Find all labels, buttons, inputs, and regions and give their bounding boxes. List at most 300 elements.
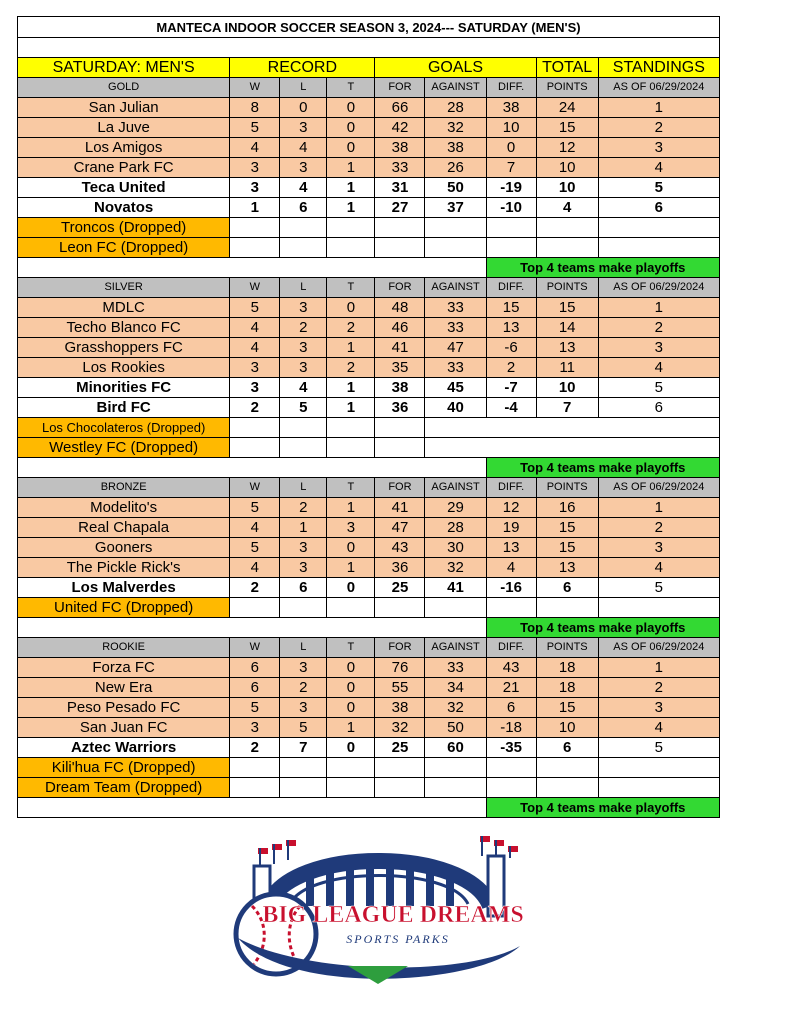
- stat-value: 15: [536, 298, 598, 318]
- stat-value: 6: [280, 198, 327, 218]
- stat-value: 6: [280, 578, 327, 598]
- team-row: [18, 378, 720, 398]
- blank-cell: [18, 38, 720, 58]
- stat-value: 4: [230, 518, 280, 538]
- team-row: [18, 578, 720, 598]
- stat-value: 38: [375, 698, 425, 718]
- stat-value: 1: [327, 158, 375, 178]
- big-league-dreams-logo: [228, 826, 528, 992]
- stat-value: 41: [375, 338, 425, 358]
- team-name: Gooners: [18, 538, 230, 558]
- standing-value: 4: [598, 558, 719, 578]
- empty-cell: [230, 218, 280, 238]
- standing-value: 4: [598, 158, 719, 178]
- dropped-team: United FC (Dropped): [18, 598, 230, 618]
- stat-value: 25: [375, 738, 425, 758]
- empty-cell: [486, 598, 536, 618]
- empty-cell: [425, 218, 486, 238]
- column-header: L: [280, 278, 327, 298]
- stat-value: 4: [230, 338, 280, 358]
- team-row: [18, 98, 720, 118]
- stat-value: 0: [327, 538, 375, 558]
- empty-cell: [598, 778, 719, 798]
- stat-value: 1: [327, 558, 375, 578]
- stat-value: 43: [486, 658, 536, 678]
- team-row: [18, 738, 720, 758]
- stat-value: 5: [230, 538, 280, 558]
- stat-value: 1: [327, 398, 375, 418]
- empty-cell: [375, 758, 425, 778]
- standing-value: 1: [598, 498, 719, 518]
- stat-value: 76: [375, 658, 425, 678]
- dropped-team: Leon FC (Dropped): [18, 238, 230, 258]
- team-row: [18, 558, 720, 578]
- stat-value: 28: [425, 518, 486, 538]
- team-name: Grasshoppers FC: [18, 338, 230, 358]
- stat-value: 4: [230, 138, 280, 158]
- dropped-row: [18, 238, 720, 258]
- team-row: [18, 718, 720, 738]
- stat-value: 30: [425, 538, 486, 558]
- standing-value: 6: [598, 198, 719, 218]
- stat-value: 32: [425, 118, 486, 138]
- total-header: TOTAL: [536, 58, 598, 78]
- column-header: POINTS: [536, 278, 598, 298]
- stat-value: 4: [536, 198, 598, 218]
- stat-value: 25: [375, 578, 425, 598]
- column-header: W: [230, 638, 280, 658]
- standing-value: 1: [598, 298, 719, 318]
- team-name: San Juan FC: [18, 718, 230, 738]
- empty-cell: [327, 238, 375, 258]
- group-header-row: [18, 478, 720, 498]
- empty-cell: [425, 438, 720, 458]
- stat-value: 3: [230, 718, 280, 738]
- playoff-note: Top 4 teams make playoffs: [486, 458, 719, 478]
- empty-cell: [598, 218, 719, 238]
- stat-value: 15: [536, 538, 598, 558]
- dropped-row: [18, 778, 720, 798]
- standing-value: 3: [598, 138, 719, 158]
- stat-value: 2: [486, 358, 536, 378]
- team-name: Bird FC: [18, 398, 230, 418]
- standings-header: STANDINGS: [598, 58, 719, 78]
- team-row: [18, 178, 720, 198]
- stat-value: 10: [536, 158, 598, 178]
- empty-cell: [536, 758, 598, 778]
- stat-value: 18: [536, 658, 598, 678]
- stat-value: 2: [280, 318, 327, 338]
- standing-value: 4: [598, 718, 719, 738]
- standing-value: 2: [598, 678, 719, 698]
- standings-table: [17, 16, 720, 818]
- stat-value: 10: [536, 178, 598, 198]
- team-row: [18, 358, 720, 378]
- column-header: T: [327, 78, 375, 98]
- stat-value: -35: [486, 738, 536, 758]
- group-header-row: [18, 278, 720, 298]
- team-row: [18, 158, 720, 178]
- group-header-row: [18, 638, 720, 658]
- stat-value: 14: [536, 318, 598, 338]
- team-name: Los Amigos: [18, 138, 230, 158]
- empty-cell: [230, 238, 280, 258]
- team-name: La Juve: [18, 118, 230, 138]
- team-row: [18, 298, 720, 318]
- team-name: Aztec Warriors: [18, 738, 230, 758]
- stat-value: 2: [280, 678, 327, 698]
- stat-value: 24: [536, 98, 598, 118]
- empty-cell: [280, 598, 327, 618]
- stat-value: 21: [486, 678, 536, 698]
- standing-value: 5: [598, 578, 719, 598]
- dropped-team: Dream Team (Dropped): [18, 778, 230, 798]
- stat-value: 41: [425, 578, 486, 598]
- empty-cell: [280, 418, 327, 438]
- stat-value: 7: [536, 398, 598, 418]
- stat-value: 6: [536, 578, 598, 598]
- empty-cell: [230, 618, 486, 638]
- stat-value: 32: [425, 698, 486, 718]
- stat-value: 0: [327, 658, 375, 678]
- stat-value: 13: [536, 338, 598, 358]
- stat-value: 4: [280, 378, 327, 398]
- stat-value: 6: [230, 658, 280, 678]
- stat-value: 47: [425, 338, 486, 358]
- stat-value: 16: [536, 498, 598, 518]
- stat-value: 6: [486, 698, 536, 718]
- empty-cell: [327, 758, 375, 778]
- team-row: [18, 678, 720, 698]
- stat-value: 41: [375, 498, 425, 518]
- stat-value: 4: [486, 558, 536, 578]
- column-header: POINTS: [536, 78, 598, 98]
- stat-value: 3: [280, 558, 327, 578]
- stat-value: 31: [375, 178, 425, 198]
- team-name: The Pickle Rick's: [18, 558, 230, 578]
- team-row: [18, 398, 720, 418]
- column-header: W: [230, 78, 280, 98]
- empty-cell: [425, 418, 720, 438]
- stat-value: 2: [280, 498, 327, 518]
- stat-value: 0: [327, 698, 375, 718]
- stat-value: 7: [486, 158, 536, 178]
- empty-cell: [327, 598, 375, 618]
- group-name: SILVER: [18, 278, 230, 298]
- dropped-row: [18, 218, 720, 238]
- stat-value: 50: [425, 178, 486, 198]
- empty-cell: [598, 758, 719, 778]
- stat-value: 36: [375, 558, 425, 578]
- column-header: AS OF 06/29/2024: [598, 478, 719, 498]
- logo-main-text: BIG LEAGUE DREAMS: [262, 902, 524, 928]
- empty-cell: [230, 798, 486, 818]
- stat-value: 38: [375, 378, 425, 398]
- empty-cell: [598, 238, 719, 258]
- stat-value: 33: [425, 358, 486, 378]
- column-header: L: [280, 478, 327, 498]
- column-header: AGAINST: [425, 278, 486, 298]
- stat-value: 55: [375, 678, 425, 698]
- stat-value: 29: [425, 498, 486, 518]
- logo-sub-text: SPORTS PARKS: [346, 932, 450, 946]
- dropped-team: Troncos (Dropped): [18, 218, 230, 238]
- stat-value: 26: [425, 158, 486, 178]
- empty-cell: [230, 458, 486, 478]
- team-name: Teca United: [18, 178, 230, 198]
- column-header: FOR: [375, 638, 425, 658]
- empty-cell: [486, 758, 536, 778]
- stat-value: 5: [280, 398, 327, 418]
- stat-value: 0: [327, 98, 375, 118]
- stat-value: 4: [280, 138, 327, 158]
- empty-cell: [280, 238, 327, 258]
- playoff-note-row: [18, 618, 720, 638]
- stat-value: -10: [486, 198, 536, 218]
- stat-value: 5: [230, 118, 280, 138]
- stat-value: 3: [280, 158, 327, 178]
- standing-value: 6: [598, 398, 719, 418]
- column-header: DIFF.: [486, 478, 536, 498]
- empty-cell: [536, 238, 598, 258]
- group-header-row: [18, 78, 720, 98]
- empty-cell: [375, 598, 425, 618]
- sheet-title: MANTECA INDOOR SOCCER SEASON 3, 2024--- SATURDAY (MEN'S): [18, 17, 720, 38]
- stat-value: 6: [536, 738, 598, 758]
- stat-value: 15: [536, 118, 598, 138]
- stat-value: 10: [536, 378, 598, 398]
- team-name: Los Malverdes: [18, 578, 230, 598]
- empty-cell: [327, 418, 375, 438]
- empty-cell: [375, 418, 425, 438]
- stat-value: 28: [425, 98, 486, 118]
- stat-value: 45: [425, 378, 486, 398]
- team-row: [18, 318, 720, 338]
- column-header: AGAINST: [425, 478, 486, 498]
- team-name: Los Rookies: [18, 358, 230, 378]
- stat-value: -4: [486, 398, 536, 418]
- team-name: MDLC: [18, 298, 230, 318]
- empty-cell: [375, 218, 425, 238]
- division-header: SATURDAY: MEN'S: [18, 58, 230, 78]
- dropped-row: [18, 598, 720, 618]
- column-header: AS OF 06/29/2024: [598, 638, 719, 658]
- dropped-row: [18, 418, 720, 438]
- empty-cell: [536, 778, 598, 798]
- stat-value: 3: [327, 518, 375, 538]
- column-header: W: [230, 278, 280, 298]
- team-row: [18, 198, 720, 218]
- stat-value: 2: [230, 578, 280, 598]
- empty-cell: [425, 238, 486, 258]
- standing-value: 2: [598, 118, 719, 138]
- empty-cell: [230, 418, 280, 438]
- empty-cell: [280, 758, 327, 778]
- stat-value: 3: [280, 338, 327, 358]
- stat-value: 12: [486, 498, 536, 518]
- stat-value: 12: [536, 138, 598, 158]
- column-header: AGAINST: [425, 78, 486, 98]
- stat-value: 5: [280, 718, 327, 738]
- team-row: [18, 118, 720, 138]
- stat-value: 42: [375, 118, 425, 138]
- empty-cell: [18, 258, 230, 278]
- stat-value: 47: [375, 518, 425, 538]
- stat-value: 32: [375, 718, 425, 738]
- stat-value: 19: [486, 518, 536, 538]
- team-row: [18, 538, 720, 558]
- team-row: [18, 498, 720, 518]
- standing-value: 3: [598, 338, 719, 358]
- stat-value: 3: [280, 118, 327, 138]
- team-row: [18, 518, 720, 538]
- stat-value: 2: [327, 318, 375, 338]
- team-name: Modelito's: [18, 498, 230, 518]
- standing-value: 2: [598, 518, 719, 538]
- stat-value: 35: [375, 358, 425, 378]
- stat-value: 36: [375, 398, 425, 418]
- column-header: AS OF 06/29/2024: [598, 278, 719, 298]
- column-header: L: [280, 78, 327, 98]
- empty-cell: [375, 238, 425, 258]
- column-header: DIFF.: [486, 78, 536, 98]
- stat-value: 32: [425, 558, 486, 578]
- standing-value: 5: [598, 378, 719, 398]
- empty-cell: [536, 218, 598, 238]
- stat-value: 15: [486, 298, 536, 318]
- stat-value: 50: [425, 718, 486, 738]
- empty-cell: [375, 438, 425, 458]
- empty-cell: [280, 218, 327, 238]
- stat-value: 33: [425, 318, 486, 338]
- empty-cell: [230, 758, 280, 778]
- empty-cell: [425, 758, 486, 778]
- standing-value: 3: [598, 538, 719, 558]
- standing-value: 1: [598, 98, 719, 118]
- empty-cell: [230, 778, 280, 798]
- column-header: DIFF.: [486, 638, 536, 658]
- stat-value: 1: [327, 378, 375, 398]
- stat-value: 4: [230, 318, 280, 338]
- stat-value: 27: [375, 198, 425, 218]
- column-header: AGAINST: [425, 638, 486, 658]
- group-name: ROOKIE: [18, 638, 230, 658]
- stat-value: 18: [536, 678, 598, 698]
- dropped-row: [18, 438, 720, 458]
- dropped-row: [18, 758, 720, 778]
- stat-value: 3: [280, 698, 327, 718]
- stat-value: 0: [327, 298, 375, 318]
- stat-value: 13: [536, 558, 598, 578]
- stat-value: 46: [375, 318, 425, 338]
- team-name: Techo Blanco FC: [18, 318, 230, 338]
- team-name: Minorities FC: [18, 378, 230, 398]
- column-header: L: [280, 638, 327, 658]
- stat-value: 1: [327, 198, 375, 218]
- stat-value: -6: [486, 338, 536, 358]
- stat-value: 34: [425, 678, 486, 698]
- stat-value: 4: [280, 178, 327, 198]
- stat-value: 3: [230, 378, 280, 398]
- stat-value: 4: [230, 558, 280, 578]
- stat-value: 1: [327, 178, 375, 198]
- column-header: T: [327, 478, 375, 498]
- stat-value: 3: [230, 178, 280, 198]
- stat-value: 1: [280, 518, 327, 538]
- group-name: BRONZE: [18, 478, 230, 498]
- team-name: Crane Park FC: [18, 158, 230, 178]
- goals-header: GOALS: [375, 58, 536, 78]
- stat-value: 1: [230, 198, 280, 218]
- column-header: FOR: [375, 278, 425, 298]
- stat-value: 33: [425, 298, 486, 318]
- stat-value: 3: [280, 658, 327, 678]
- record-header: RECORD: [230, 58, 375, 78]
- stat-value: 6: [230, 678, 280, 698]
- empty-cell: [327, 778, 375, 798]
- stat-value: 0: [327, 738, 375, 758]
- stat-value: 1: [327, 718, 375, 738]
- team-name: Peso Pesado FC: [18, 698, 230, 718]
- empty-cell: [375, 778, 425, 798]
- empty-cell: [280, 438, 327, 458]
- empty-cell: [18, 798, 230, 818]
- empty-cell: [486, 218, 536, 238]
- playoff-note-row: [18, 798, 720, 818]
- stat-value: 3: [280, 298, 327, 318]
- column-header: W: [230, 478, 280, 498]
- blank-row: [18, 38, 720, 58]
- stat-value: 48: [375, 298, 425, 318]
- stat-value: 66: [375, 98, 425, 118]
- playoff-note: Top 4 teams make playoffs: [486, 258, 719, 278]
- stat-value: 13: [486, 318, 536, 338]
- stat-value: 0: [280, 98, 327, 118]
- stat-value: 11: [536, 358, 598, 378]
- stat-value: 15: [536, 698, 598, 718]
- empty-cell: [18, 618, 230, 638]
- stat-value: 0: [327, 678, 375, 698]
- group-name: GOLD: [18, 78, 230, 98]
- stat-value: -19: [486, 178, 536, 198]
- stat-value: 38: [375, 138, 425, 158]
- stat-value: 37: [425, 198, 486, 218]
- stat-value: 0: [327, 118, 375, 138]
- stat-value: 1: [327, 338, 375, 358]
- empty-cell: [280, 778, 327, 798]
- stat-value: -16: [486, 578, 536, 598]
- stat-value: 8: [230, 98, 280, 118]
- stat-value: 15: [536, 518, 598, 538]
- stat-value: 40: [425, 398, 486, 418]
- empty-cell: [230, 258, 486, 278]
- standing-value: 3: [598, 698, 719, 718]
- team-name: Real Chapala: [18, 518, 230, 538]
- team-row: [18, 658, 720, 678]
- dropped-team: Los Chocolateros (Dropped): [18, 418, 230, 438]
- stat-value: -7: [486, 378, 536, 398]
- stat-value: 5: [230, 698, 280, 718]
- stat-value: 33: [375, 158, 425, 178]
- title-row: [18, 17, 720, 38]
- stat-value: 60: [425, 738, 486, 758]
- team-row: [18, 338, 720, 358]
- team-name: San Julian: [18, 98, 230, 118]
- empty-cell: [327, 218, 375, 238]
- team-name: Novatos: [18, 198, 230, 218]
- section-header-row: [18, 58, 720, 78]
- stat-value: 3: [280, 358, 327, 378]
